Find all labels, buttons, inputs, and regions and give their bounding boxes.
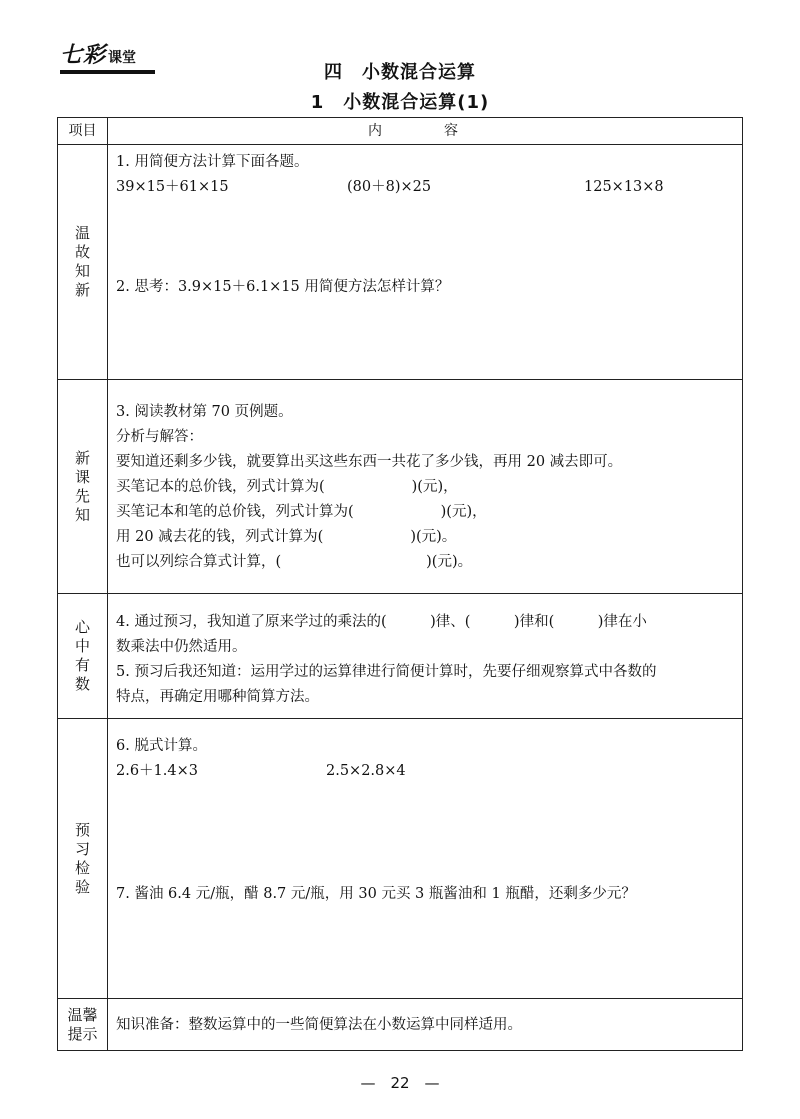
expression-1c: 125×13×8	[584, 179, 664, 195]
analysis-line-3: 买笔记本和笔的总价钱，列式计算为( )(元)，	[116, 504, 487, 520]
analysis-line-1: 要知道还剩多少钱，就要算出买这些东西一共花了多少钱，再用 20 减去即可。	[116, 454, 623, 470]
tips-text: 知识准备：整数运算中的一些简便算法在小数运算中同样适用。	[116, 1017, 522, 1033]
expression-6b: 2.5×2.8×4	[326, 763, 406, 779]
header-content-cell: 内 容	[368, 123, 482, 139]
section-label-review	[58, 145, 107, 379]
question-4-line-1: 4. 通过预习，我知道了原来学过的乘法的( )律、( )律和( )律在小	[116, 614, 647, 630]
question-6: 6. 脱式计算。	[116, 738, 207, 754]
label-char: 先	[74, 486, 90, 505]
row-divider	[58, 718, 742, 719]
question-2: 2. 思考：3.9×15＋6.1×15 用简便方法怎样计算？	[116, 279, 450, 295]
question-4-line-2: 数乘法中仍然适用。	[116, 639, 247, 655]
label-char: 验	[74, 877, 90, 896]
page-number: — 22 —	[360, 1074, 440, 1092]
question-5-line-2: 特点，再确定用哪种简算方法。	[116, 689, 319, 705]
section-label-new-lesson	[58, 380, 107, 593]
label-char: 知	[74, 505, 90, 524]
row-divider	[58, 144, 742, 145]
label-char: 中	[74, 637, 90, 655]
row-divider	[58, 998, 742, 999]
label-char: 故	[74, 243, 90, 261]
section-label-tips	[58, 999, 107, 1051]
worksheet-table	[57, 117, 743, 1051]
section-label-mind	[58, 594, 107, 718]
header-item-cell: 项目	[68, 123, 97, 139]
label-char: 心	[74, 618, 90, 636]
label-char: 检	[74, 858, 90, 877]
question-7: 7. 酱油 6.4 元/瓶，醋 8.7 元/瓶，用 30 元买 3 瓶酱油和 1 瓶醋，还剩多少元？	[116, 886, 636, 902]
expression-1b: (80＋8)×25	[347, 179, 432, 195]
label-char: 数	[74, 675, 90, 693]
expression-1a: 39×15＋61×15	[116, 179, 229, 195]
expression-6a: 2.6＋1.4×3	[116, 763, 198, 779]
logo-main-text: 七彩	[60, 43, 107, 68]
label-char: 习	[74, 839, 90, 858]
analysis-line-2: 买笔记本的总价钱，列式计算为( )(元)，	[116, 479, 458, 495]
unit-title: 四 小数混合运算	[324, 62, 476, 83]
label-char: 新	[74, 281, 90, 299]
question-1: 1. 用简便方法计算下面各题。	[116, 154, 309, 170]
analysis-heading: 分析与解答：	[116, 429, 203, 445]
logo-sub-text: 课堂	[108, 50, 137, 66]
lesson-title: 1 小数混合运算(1)	[310, 92, 490, 113]
column-divider	[107, 118, 108, 1050]
section-label-check	[58, 719, 107, 998]
analysis-line-5: 也可以列综合算式计算，( )(元)。	[116, 554, 473, 570]
label-char: 温	[74, 224, 90, 242]
label-char: 课	[74, 467, 90, 486]
label-char: 知	[74, 262, 90, 280]
row-divider	[58, 593, 742, 594]
label-char: 提示	[67, 1025, 98, 1043]
label-char: 预	[74, 820, 90, 839]
label-char: 新	[74, 448, 90, 467]
row-divider	[58, 379, 742, 380]
label-char: 有	[74, 656, 90, 674]
question-3: 3. 阅读教材第 70 页例题。	[116, 404, 293, 420]
analysis-line-4: 用 20 减去花的钱，列式计算为( )(元)。	[116, 529, 457, 545]
question-5-line-1: 5. 预习后我还知道：运用学过的运算律进行简便计算时，先要仔细观察算式中各数的	[116, 664, 657, 680]
label-char: 温馨	[67, 1006, 98, 1024]
